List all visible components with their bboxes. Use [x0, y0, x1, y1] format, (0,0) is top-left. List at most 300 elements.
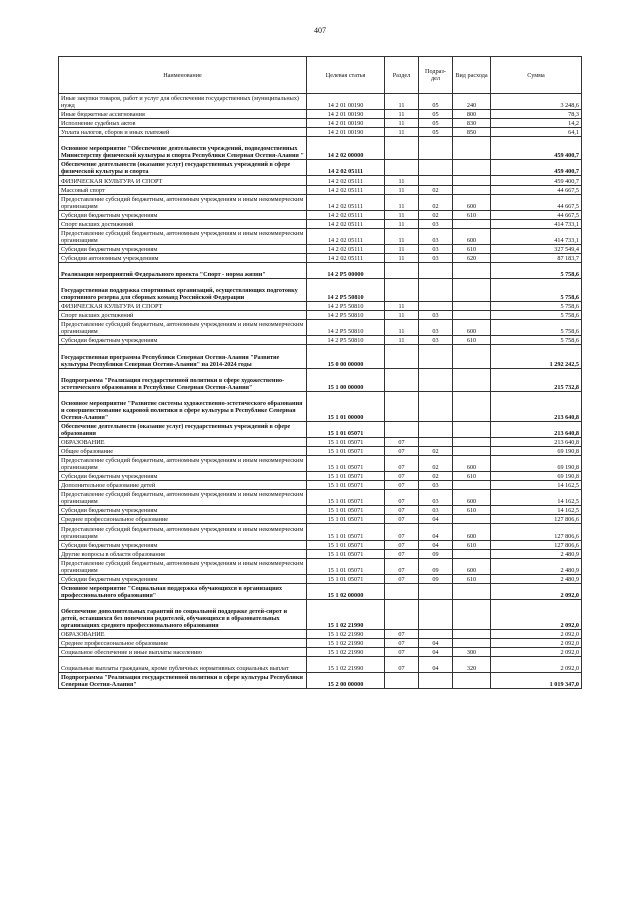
row-subsection: [419, 599, 453, 629]
row-subsection: [419, 391, 453, 421]
row-target-article: 14 2 02 05111: [307, 160, 385, 176]
row-sum: 78,3: [491, 110, 582, 119]
row-name: Предоставление субсидий бюджетным, автономным учреждениям и иным некоммерческим организациям: [59, 194, 307, 210]
row-target-article: 15 1 02 21990: [307, 599, 385, 629]
row-sum: 5 758,6: [491, 320, 582, 336]
row-expense-type: 600: [453, 194, 491, 210]
row-section: 11: [385, 219, 419, 228]
row-section: 07: [385, 472, 419, 481]
row-sum: 3 248,6: [491, 94, 582, 110]
page-number: 407: [314, 26, 326, 35]
row-name: Иные закупки товаров, работ и услуг для обеспечения государственных (муниципальных) нужд: [59, 94, 307, 110]
row-section: [385, 160, 419, 176]
row-section: [385, 262, 419, 278]
table-row: [59, 574, 582, 583]
row-sum: 414 733,1: [491, 219, 582, 228]
row-name: Обеспечение дополнительных гарантий по социальной поддержке детей-сирот и детей, оставшихся без попечения родителей, обучающихся в образовательных организациях среднего профессионального образования: [59, 599, 307, 629]
row-section: 07: [385, 506, 419, 515]
row-expense-type: 610: [453, 244, 491, 253]
table-row: [59, 540, 582, 549]
row-sum: 127 806,6: [491, 515, 582, 524]
row-subsection: 04: [419, 524, 453, 540]
row-section: [385, 391, 419, 421]
row-section: 07: [385, 490, 419, 506]
row-target-article: 14 2 P5 50810: [307, 336, 385, 345]
table-row: [59, 421, 582, 437]
row-target-article: 14 2 02 05111: [307, 176, 385, 185]
row-target-article: 15 1 01 05071: [307, 558, 385, 574]
row-target-article: 14 2 P5 50810: [307, 279, 385, 302]
table-row: [59, 194, 582, 210]
table-row: [59, 648, 582, 657]
table-row: [59, 253, 582, 262]
row-sum: 215 732,8: [491, 368, 582, 391]
row-name: Иные бюджетные ассигнования: [59, 110, 307, 119]
table-row: [59, 320, 582, 336]
table-row: [59, 515, 582, 524]
row-target-article: 15 1 01 05071: [307, 481, 385, 490]
row-section: [385, 368, 419, 391]
table-row: [59, 219, 582, 228]
row-target-article: 14 2 P5 50810: [307, 311, 385, 320]
row-section: 11: [385, 194, 419, 210]
row-expense-type: 610: [453, 336, 491, 345]
table-row: [59, 657, 582, 673]
row-target-article: 15 1 01 05071: [307, 540, 385, 549]
row-subsection: 03: [419, 481, 453, 490]
row-expense-type: [453, 447, 491, 456]
row-subsection: 03: [419, 244, 453, 253]
row-target-article: 14 2 01 00190: [307, 94, 385, 110]
row-expense-type: 600: [453, 558, 491, 574]
row-name: Предоставление субсидий бюджетным, автономным учреждениям и иным некоммерческим организациям: [59, 558, 307, 574]
row-expense-type: [453, 630, 491, 639]
row-subsection: [419, 630, 453, 639]
row-expense-type: [453, 302, 491, 311]
table-row: [59, 549, 582, 558]
header-expense-type: Вид расхода: [453, 57, 491, 94]
row-section: 11: [385, 320, 419, 336]
row-section: 07: [385, 437, 419, 446]
row-name: Государственная программа Республики Северная Осетия-Алания "Развитие культуры Республики Северная Осетия-Алания" на 2014-2024 годы: [59, 345, 307, 368]
row-sum: 69 190,8: [491, 472, 582, 481]
table-row: [59, 302, 582, 311]
row-section: [385, 137, 419, 160]
row-name: Предоставление субсидий бюджетным, автономным учреждениям и иным некоммерческим организациям: [59, 490, 307, 506]
row-section: 11: [385, 302, 419, 311]
row-section: 11: [385, 228, 419, 244]
row-target-article: 14 2 02 05111: [307, 185, 385, 194]
row-subsection: [419, 421, 453, 437]
row-subsection: 03: [419, 320, 453, 336]
row-sum: 5 758,6: [491, 262, 582, 278]
row-section: 07: [385, 515, 419, 524]
row-section: 11: [385, 311, 419, 320]
row-subsection: 03: [419, 311, 453, 320]
row-subsection: [419, 368, 453, 391]
row-sum: 2 092,0: [491, 599, 582, 629]
row-subsection: 02: [419, 447, 453, 456]
row-section: 07: [385, 657, 419, 673]
row-sum: 1 019 347,0: [491, 673, 582, 689]
row-expense-type: [453, 219, 491, 228]
row-sum: 127 806,6: [491, 540, 582, 549]
row-expense-type: 610: [453, 574, 491, 583]
row-section: 11: [385, 119, 419, 128]
row-section: 11: [385, 253, 419, 262]
row-name: Исполнение судебных актов: [59, 119, 307, 128]
table-row: [59, 558, 582, 574]
row-subsection: [419, 673, 453, 689]
row-sum: 14 162,5: [491, 506, 582, 515]
table-row: [59, 128, 582, 137]
row-name: Предоставление субсидий бюджетным, автономным учреждениям и иным некоммерческим организациям: [59, 456, 307, 472]
row-name: Другие вопросы в области образования: [59, 549, 307, 558]
row-name: Спорт высших достижений: [59, 219, 307, 228]
row-expense-type: [453, 311, 491, 320]
row-subsection: 02: [419, 194, 453, 210]
row-expense-type: 240: [453, 94, 491, 110]
header-section: Раздел: [385, 57, 419, 94]
row-target-article: 14 2 02 05111: [307, 219, 385, 228]
row-target-article: 15 1 01 05071: [307, 472, 385, 481]
row-subsection: 03: [419, 336, 453, 345]
row-name: Уплата налогов, сборов и иных платежей: [59, 128, 307, 137]
table-row: [59, 630, 582, 639]
row-expense-type: 300: [453, 648, 491, 657]
row-name: Субсидии автономным учреждениям: [59, 253, 307, 262]
row-target-article: 15 1 01 05071: [307, 574, 385, 583]
row-expense-type: [453, 160, 491, 176]
row-expense-type: 610: [453, 540, 491, 549]
row-expense-type: [453, 481, 491, 490]
row-sum: 127 806,6: [491, 524, 582, 540]
table-row: [59, 368, 582, 391]
row-expense-type: [453, 185, 491, 194]
row-name: Предоставление субсидий бюджетным, автономным учреждениям и иным некоммерческим организациям: [59, 524, 307, 540]
row-name: Среднее профессиональное образование: [59, 639, 307, 648]
row-name: Субсидии бюджетным учреждениям: [59, 472, 307, 481]
table-row: [59, 137, 582, 160]
row-target-article: 14 2 P5 50810: [307, 302, 385, 311]
row-section: 07: [385, 481, 419, 490]
row-target-article: 15 2 00 00000: [307, 673, 385, 689]
row-sum: 5 758,6: [491, 336, 582, 345]
row-subsection: 09: [419, 574, 453, 583]
table-row: [59, 110, 582, 119]
row-subsection: [419, 137, 453, 160]
row-sum: 414 733,1: [491, 228, 582, 244]
row-section: 07: [385, 558, 419, 574]
row-expense-type: [453, 639, 491, 648]
row-expense-type: [453, 549, 491, 558]
table-row: [59, 583, 582, 599]
row-name: Дополнительное образование детей: [59, 481, 307, 490]
row-sum: 44 667,5: [491, 194, 582, 210]
table-row: [59, 119, 582, 128]
row-section: 11: [385, 176, 419, 185]
row-target-article: 15 0 00 00000: [307, 345, 385, 368]
row-subsection: 05: [419, 119, 453, 128]
row-sum: 64,1: [491, 128, 582, 137]
row-expense-type: 610: [453, 210, 491, 219]
row-subsection: 04: [419, 639, 453, 648]
row-subsection: 09: [419, 558, 453, 574]
row-target-article: 15 1 02 21990: [307, 657, 385, 673]
table-row: [59, 673, 582, 689]
row-sum: 213 640,8: [491, 437, 582, 446]
row-target-article: 14 2 02 05111: [307, 210, 385, 219]
row-section: 07: [385, 630, 419, 639]
row-name: Субсидии бюджетным учреждениям: [59, 540, 307, 549]
row-sum: 5 758,6: [491, 302, 582, 311]
row-name: Государственная поддержка спортивных организаций, осуществляющих подготовку спортивного резерва для сборных команд Российской Федерации: [59, 279, 307, 302]
row-target-article: 15 1 01 05071: [307, 524, 385, 540]
row-expense-type: 320: [453, 657, 491, 673]
row-sum: 2 092,0: [491, 657, 582, 673]
table-row: [59, 244, 582, 253]
table-row: [59, 345, 582, 368]
row-section: [385, 583, 419, 599]
row-subsection: 05: [419, 128, 453, 137]
row-expense-type: 800: [453, 110, 491, 119]
table-row: [59, 336, 582, 345]
table-row: [59, 262, 582, 278]
row-subsection: 03: [419, 219, 453, 228]
row-expense-type: 620: [453, 253, 491, 262]
row-subsection: 05: [419, 94, 453, 110]
row-subsection: 04: [419, 648, 453, 657]
row-name: Предоставление субсидий бюджетным, автономным учреждениям и иным некоммерческим организациям: [59, 228, 307, 244]
row-expense-type: [453, 599, 491, 629]
table-row: [59, 481, 582, 490]
row-section: 07: [385, 447, 419, 456]
row-expense-type: 850: [453, 128, 491, 137]
table-row: [59, 311, 582, 320]
row-sum: 5 758,6: [491, 279, 582, 302]
table-row: [59, 524, 582, 540]
table-row: [59, 437, 582, 446]
row-target-article: 14 2 01 00190: [307, 128, 385, 137]
row-target-article: 15 1 00 00000: [307, 368, 385, 391]
budget-table: [58, 56, 582, 689]
row-expense-type: [453, 583, 491, 599]
table-row: [59, 176, 582, 185]
row-section: [385, 279, 419, 302]
row-section: 07: [385, 574, 419, 583]
row-name: ФИЗИЧЕСКАЯ КУЛЬТУРА И СПОРТ: [59, 302, 307, 311]
row-name: Обеспечение деятельности (оказание услуг) государственных учреждений в сфере образования: [59, 421, 307, 437]
row-name: ОБРАЗОВАНИЕ: [59, 437, 307, 446]
row-subsection: 03: [419, 253, 453, 262]
row-section: 07: [385, 549, 419, 558]
row-name: Подпрограмма "Реализация государственной политики в сфере художественно-эстетического образования в Республике Северная Осетия-Алания": [59, 368, 307, 391]
row-target-article: 15 1 01 00000: [307, 391, 385, 421]
row-subsection: 03: [419, 490, 453, 506]
row-sum: 5 758,6: [491, 311, 582, 320]
row-section: 11: [385, 185, 419, 194]
row-subsection: 04: [419, 540, 453, 549]
row-expense-type: 610: [453, 506, 491, 515]
row-expense-type: [453, 262, 491, 278]
row-name: Предоставление субсидий бюджетным, автономным учреждениям и иным некоммерческим организациям: [59, 320, 307, 336]
row-name: Основное мероприятие "Социальная поддержка обучающихся в организациях профессионального образования": [59, 583, 307, 599]
table-row: [59, 210, 582, 219]
table-row: [59, 160, 582, 176]
row-name: ФИЗИЧЕСКАЯ КУЛЬТУРА И СПОРТ: [59, 176, 307, 185]
row-section: 07: [385, 540, 419, 549]
row-subsection: 04: [419, 515, 453, 524]
row-target-article: 14 2 02 05111: [307, 244, 385, 253]
row-expense-type: [453, 515, 491, 524]
row-name: Реализация мероприятий Федерального проекта "Спорт - норма жизни": [59, 262, 307, 278]
row-expense-type: 610: [453, 472, 491, 481]
header-target-article: Целевая статья: [307, 57, 385, 94]
row-subsection: [419, 345, 453, 368]
table-row: [59, 185, 582, 194]
row-subsection: [419, 176, 453, 185]
row-target-article: 15 1 02 21990: [307, 630, 385, 639]
row-name: Субсидии бюджетным учреждениям: [59, 244, 307, 253]
row-target-article: 15 1 01 05071: [307, 490, 385, 506]
row-sum: 2 480,9: [491, 574, 582, 583]
row-name: Массовый спорт: [59, 185, 307, 194]
table-row: [59, 94, 582, 110]
row-name: Субсидии бюджетным учреждениям: [59, 506, 307, 515]
table-row: [59, 447, 582, 456]
row-expense-type: [453, 368, 491, 391]
row-expense-type: [453, 176, 491, 185]
row-name: Подпрограмма "Реализация государственной политики в сфере культуры Республики Северная Осетия-Алания": [59, 673, 307, 689]
row-expense-type: [453, 279, 491, 302]
row-section: 11: [385, 94, 419, 110]
row-target-article: 14 2 02 05111: [307, 228, 385, 244]
row-sum: 327 549,4: [491, 244, 582, 253]
row-sum: 14 162,5: [491, 481, 582, 490]
row-section: 07: [385, 456, 419, 472]
row-target-article: 15 1 02 21990: [307, 648, 385, 657]
row-expense-type: 600: [453, 456, 491, 472]
row-target-article: 14 2 P5 50810: [307, 320, 385, 336]
table-row: [59, 228, 582, 244]
row-subsection: [419, 279, 453, 302]
row-target-article: 15 1 01 05071: [307, 506, 385, 515]
row-name: Обеспечение деятельности (оказание услуг) государственных учреждений в сфере физической культуры и спорта: [59, 160, 307, 176]
row-sum: 44 667,5: [491, 185, 582, 194]
row-name: ОБРАЗОВАНИЕ: [59, 630, 307, 639]
row-sum: 14 162,5: [491, 490, 582, 506]
header-subsection: Подраз-дел: [419, 57, 453, 94]
row-subsection: [419, 437, 453, 446]
row-target-article: 15 1 01 05071: [307, 456, 385, 472]
row-target-article: 14 2 02 05111: [307, 253, 385, 262]
table-row: [59, 599, 582, 629]
row-subsection: 02: [419, 472, 453, 481]
row-name: Социальные выплаты гражданам, кроме публичных нормативных социальных выплат: [59, 657, 307, 673]
table-row: [59, 391, 582, 421]
table-row: [59, 506, 582, 515]
table-body: [59, 94, 582, 689]
row-subsection: 02: [419, 185, 453, 194]
row-name: Среднее профессиональное образование: [59, 515, 307, 524]
table-row: [59, 639, 582, 648]
table-row: [59, 279, 582, 302]
row-sum: 69 190,8: [491, 447, 582, 456]
row-expense-type: 600: [453, 524, 491, 540]
row-target-article: 14 2 02 05111: [307, 194, 385, 210]
row-sum: 2 092,0: [491, 648, 582, 657]
row-target-article: 15 1 01 05071: [307, 549, 385, 558]
row-section: 11: [385, 110, 419, 119]
row-sum: 87 183,7: [491, 253, 582, 262]
row-section: 07: [385, 639, 419, 648]
table-row: [59, 490, 582, 506]
row-sum: 2 092,0: [491, 583, 582, 599]
row-name: Субсидии бюджетным учреждениям: [59, 210, 307, 219]
row-target-article: 14 2 P5 00000: [307, 262, 385, 278]
row-name: Субсидии бюджетным учреждениям: [59, 574, 307, 583]
row-expense-type: [453, 137, 491, 160]
row-sum: 1 292 242,5: [491, 345, 582, 368]
row-target-article: 15 1 01 05071: [307, 421, 385, 437]
row-section: [385, 421, 419, 437]
header-name: Наименование: [59, 57, 307, 94]
row-expense-type: 600: [453, 490, 491, 506]
row-expense-type: [453, 391, 491, 421]
row-name: Спорт высших достижений: [59, 311, 307, 320]
row-name: Основное мероприятие "Обеспечение деятельности учреждений, подведомственных Министерству физической культуры и спорта Республики Северная Осетия-Алания ": [59, 137, 307, 160]
row-target-article: 14 2 01 00190: [307, 110, 385, 119]
row-sum: 459 400,7: [491, 137, 582, 160]
table-row: [59, 472, 582, 481]
row-subsection: 03: [419, 506, 453, 515]
row-expense-type: 600: [453, 228, 491, 244]
row-target-article: 15 1 02 21990: [307, 639, 385, 648]
row-section: 07: [385, 648, 419, 657]
row-name: Общее образование: [59, 447, 307, 456]
row-sum: 2 092,0: [491, 639, 582, 648]
row-expense-type: [453, 437, 491, 446]
row-sum: 44 667,5: [491, 210, 582, 219]
row-subsection: [419, 302, 453, 311]
row-sum: 459 400,7: [491, 176, 582, 185]
row-name: Основное мероприятие "Развитие системы художественно-эстетического образования и совершенствование кадровой политики в сфере культуры в Республике Северная Осетия-Алания": [59, 391, 307, 421]
row-expense-type: 830: [453, 119, 491, 128]
row-expense-type: [453, 345, 491, 368]
row-sum: 2 480,9: [491, 558, 582, 574]
row-expense-type: [453, 421, 491, 437]
row-section: [385, 673, 419, 689]
row-subsection: 05: [419, 110, 453, 119]
row-sum: 213 640,8: [491, 421, 582, 437]
row-name: Субсидии бюджетным учреждениям: [59, 336, 307, 345]
row-subsection: 02: [419, 210, 453, 219]
row-section: 11: [385, 244, 419, 253]
row-expense-type: 600: [453, 320, 491, 336]
table-header-row: [59, 57, 582, 94]
row-sum: 2 480,9: [491, 549, 582, 558]
row-name: Социальное обеспечение и иные выплаты населению: [59, 648, 307, 657]
row-target-article: 15 1 02 00000: [307, 583, 385, 599]
row-expense-type: [453, 673, 491, 689]
row-section: 11: [385, 210, 419, 219]
row-subsection: 04: [419, 657, 453, 673]
row-section: 11: [385, 128, 419, 137]
row-target-article: 15 1 01 05071: [307, 515, 385, 524]
row-subsection: 09: [419, 549, 453, 558]
row-subsection: 02: [419, 456, 453, 472]
row-subsection: [419, 160, 453, 176]
